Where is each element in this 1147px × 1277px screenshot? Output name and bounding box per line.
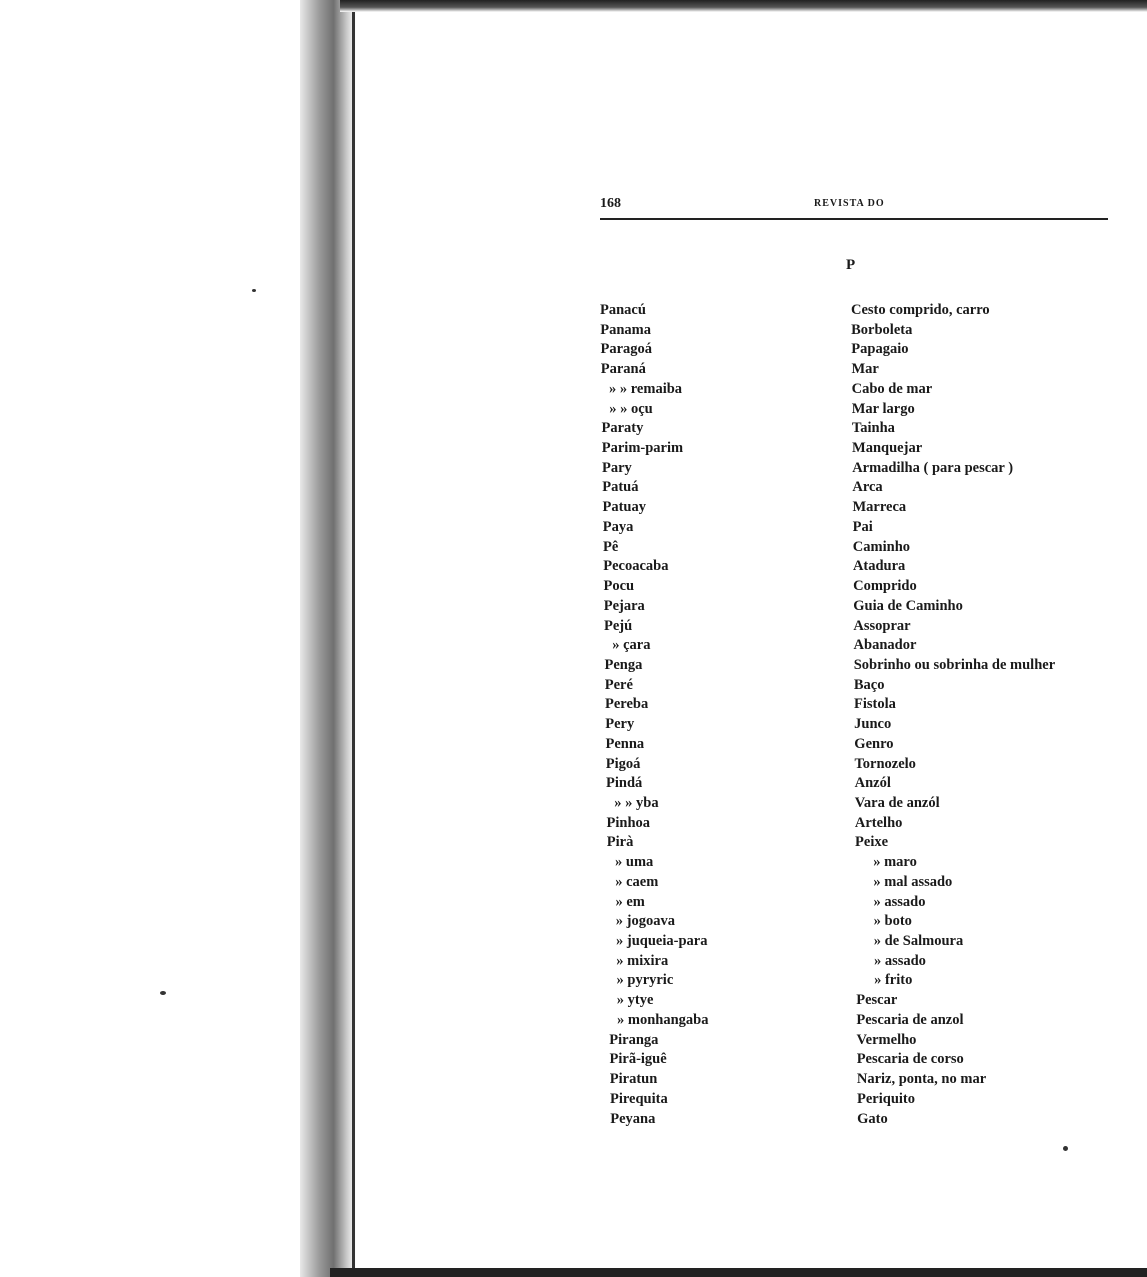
entry-term: » ytye: [616, 992, 654, 1009]
entry-term: » monhangaba: [617, 1011, 709, 1028]
entry-term: Piranga: [609, 1031, 659, 1048]
entry-meaning: Guia de Caminho: [853, 597, 963, 614]
entry-term: Paraty: [601, 420, 644, 437]
entry-meaning: Pescaria de corso: [856, 1051, 964, 1068]
entry-term: » caem: [615, 873, 659, 890]
entry-meaning: Mar largo: [851, 400, 915, 417]
entry-term: Pejara: [603, 597, 645, 614]
entry-term: Pery: [605, 716, 635, 733]
entry-meaning: » assado: [873, 952, 926, 969]
entry-term: Penna: [605, 735, 645, 752]
entry-meaning: Caminho: [852, 538, 911, 555]
entry-meaning: » assado: [873, 893, 926, 910]
entry-meaning: Genro: [854, 735, 894, 752]
entry-meaning: » mal assado: [873, 873, 953, 890]
entry-term: Pinhoa: [606, 814, 651, 831]
entry-term: Paraná: [600, 361, 646, 378]
entry-meaning: Atadura: [852, 558, 906, 575]
entry-term: Pecoacaba: [603, 558, 669, 575]
entry-term: Pereba: [605, 696, 649, 713]
entry-term: » çara: [612, 637, 651, 654]
entry-term: Pejú: [604, 617, 633, 634]
scan-speck: [252, 289, 256, 292]
page-bottom-edge: [330, 1268, 1147, 1277]
entry-meaning: Cabo de mar: [851, 380, 933, 397]
entry-term: Parim-parim: [601, 440, 684, 457]
entry-meaning: Artelho: [854, 814, 903, 831]
entry-term: Pigoá: [605, 755, 641, 772]
entry-meaning: Sobrinho ou sobrinha de mulher: [853, 656, 1056, 673]
entry-meaning: Periquito: [857, 1090, 915, 1107]
entry-meaning: Borboleta: [851, 321, 913, 338]
entry-meaning: Tainha: [851, 420, 895, 437]
entry-meaning: Baço: [853, 676, 885, 693]
entry-meaning: Mar: [851, 361, 879, 378]
entry-meaning: Abanador: [853, 637, 917, 654]
entry-term: Panama: [600, 321, 651, 338]
entry-meaning: Peixe: [855, 834, 889, 851]
entry-term: Paragoá: [600, 341, 653, 358]
entry-term: Pirã-iguê: [609, 1051, 667, 1068]
entry-meaning: » boto: [873, 913, 912, 930]
book-spine-shadow: [300, 0, 356, 1277]
page-gutter-edge: [352, 0, 355, 1277]
entry-term: » uma: [615, 854, 654, 871]
entry-term: » pyryric: [616, 972, 674, 989]
entry-meaning: Cesto comprido, carro: [851, 302, 990, 318]
entry-term: Piratun: [609, 1071, 658, 1088]
entry-term: Pirequita: [610, 1090, 668, 1107]
entry-meaning: Vermelho: [856, 1031, 917, 1048]
facing-page-blank: [0, 0, 300, 1277]
entry-term: » jogoava: [615, 913, 675, 930]
entry-term: » » oçu: [609, 400, 653, 417]
entry-term: Pirà: [606, 834, 634, 851]
entry-term: Pê: [603, 538, 619, 555]
entry-meaning: Gato: [857, 1110, 888, 1127]
entry-meaning: Anzól: [854, 775, 891, 792]
scan-speck: [1063, 1146, 1068, 1151]
entry-term: Penga: [604, 656, 643, 673]
entry-meaning: » de Salmoura: [873, 933, 964, 950]
entry-term: » » remaiba: [609, 380, 683, 397]
entry-term: » em: [615, 893, 645, 910]
entry-term: Pary: [602, 459, 632, 476]
entry-term: » » yba: [614, 795, 659, 811]
entry-term: Peré: [604, 676, 633, 693]
entry-meaning: Nariz, ponta, no mar: [856, 1071, 987, 1088]
entry-meaning: » frito: [874, 972, 913, 989]
entry-meaning: Comprido: [853, 578, 917, 595]
entry-meaning: Pai: [852, 518, 873, 535]
entry-meaning: Manquejar: [852, 440, 923, 457]
entry-meaning: Armadilha ( para pescar ): [852, 459, 1014, 476]
entry-term: Patuay: [602, 499, 646, 516]
page-number: 168: [600, 196, 621, 211]
section-letter: P: [846, 257, 856, 273]
entry-term: Pocu: [603, 578, 635, 595]
entry-term: » mixira: [616, 952, 669, 969]
page-top-edge: [340, 0, 1147, 12]
entry-meaning: Papagaio: [851, 341, 909, 358]
entry-meaning: Fistola: [854, 696, 896, 713]
entry-meaning: Marreca: [852, 499, 907, 516]
entry-term: Panacú: [600, 302, 646, 318]
entry-meaning: Junco: [854, 716, 892, 733]
running-head: REVISTA DO: [814, 198, 885, 209]
entry-term: Patuá: [602, 479, 639, 496]
entry-term: Pindá: [606, 775, 643, 792]
entry-meaning: Arca: [852, 479, 883, 496]
entry-meaning: Pescaria de anzol: [856, 1011, 964, 1028]
page-header: [600, 196, 1108, 220]
entry-meaning: » maro: [873, 854, 917, 871]
entry-meaning: Tornozelo: [854, 755, 916, 772]
entry-term: » juqueia-para: [616, 933, 708, 950]
entry-meaning: Pescar: [856, 992, 898, 1009]
scan-speck: [160, 991, 166, 995]
entry-meaning: Vara de anzól: [854, 795, 940, 811]
entry-meaning: Assoprar: [853, 617, 911, 634]
entry-term: Peyana: [610, 1110, 656, 1127]
entry-term: Paya: [602, 518, 634, 535]
